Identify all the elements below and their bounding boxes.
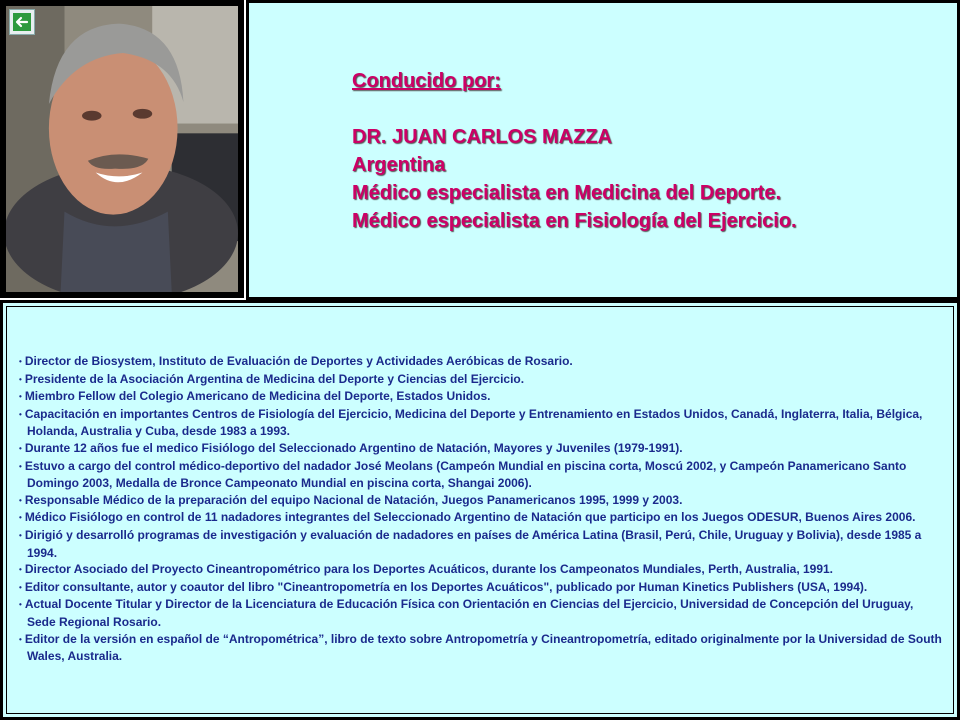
bio-item: • Médico Fisiólogo en control de 11 nadadores integrantes del Seleccionado Argentino de Natación que participo en los Juegos ODESUR, Buenos Aires 2006.	[13, 509, 943, 527]
bio-item: • Actual Docente Titular y Director de la Licenciatura de Educación Física con Orientación en Ciencias del Ejercicio, Universidad de Concepción del Uruguay, Sede Regional Rosario.	[13, 596, 943, 630]
specialty-sports-medicine: Médico especialista en Medicina del Deporte.	[352, 182, 782, 204]
exit-icon[interactable]	[9, 9, 35, 35]
bio-item: • Miembro Fellow del Colegio Americano de Medicina del Deporte, Estados Unidos.	[13, 388, 943, 406]
header-text	[352, 67, 797, 235]
bio-item: • Durante 12 años fue el medico Fisiólogo del Seleccionado Argentino de Natación, Mayores y Juveniles (1979-1991).	[13, 440, 943, 458]
conducted-by-heading: Conducido por:	[352, 70, 501, 92]
bio-panel	[0, 300, 960, 720]
portrait-frame	[0, 0, 244, 298]
bio-item: • Capacitación en importantes Centros de Fisiología del Ejercicio, Medicina del Deporte y Entrenamiento en Estados Unidos, Canadá, Inglaterra, Italia, Bélgica, Holanda, Australia y Cuba, desde 1983 a 1993.	[13, 406, 943, 440]
bio-item: • Estuvo a cargo del control médico-deportivo del nadador José Meolans (Campeón Mundial en piscina corta, Moscú 2002, y Campeón Panamericano Santo Domingo 2003, Medalla de Bronce Campeonato Mundial en piscina corta, Shangai 2006).	[13, 458, 943, 492]
bio-list	[13, 353, 943, 665]
bio-panel-inner	[6, 306, 954, 714]
bio-item: • Director de Biosystem, Instituto de Evaluación de Deportes y Actividades Aeróbicas de Rosario.	[13, 353, 943, 371]
bio-item: • Editor consultante, autor y coautor del libro "Cineantropometría en los Deportes Acuáticos", publicado por Human Kinetics Publishers (USA, 1994).	[13, 579, 943, 597]
bio-item: • Editor de la versión en español de “Antropométrica”, libro de texto sobre Antropometría y Cineantropometría, editado originalmente por la Universidad de South Wales, Australia.	[13, 631, 943, 665]
bio-item: • Dirigió y desarrolló programas de investigación y evaluación de nadadores en países de América Latina (Brasil, Perú, Chile, Uruguay y Bolivia), desde 1985 a 1994.	[13, 527, 943, 561]
header-panel	[246, 0, 960, 300]
doctor-name: DR. JUAN CARLOS MAZZA	[352, 126, 612, 148]
bio-item: • Responsable Médico de la preparación del equipo Nacional de Natación, Juegos Panamericanos 1995, 1999 y 2003.	[13, 492, 943, 510]
portrait-photo	[6, 6, 238, 292]
bio-item: • Director Asociado del Proyecto Cineantropométrico para los Deportes Acuáticos, durante los Campeonatos Mundiales, Perth, Australia, 1991.	[13, 561, 943, 579]
country: Argentina	[352, 154, 446, 176]
specialty-exercise-physiology: Médico especialista en Fisiología del Ejercicio.	[352, 210, 797, 232]
bio-item: • Presidente de la Asociación Argentina de Medicina del Deporte y Ciencias del Ejercicio.	[13, 371, 943, 389]
